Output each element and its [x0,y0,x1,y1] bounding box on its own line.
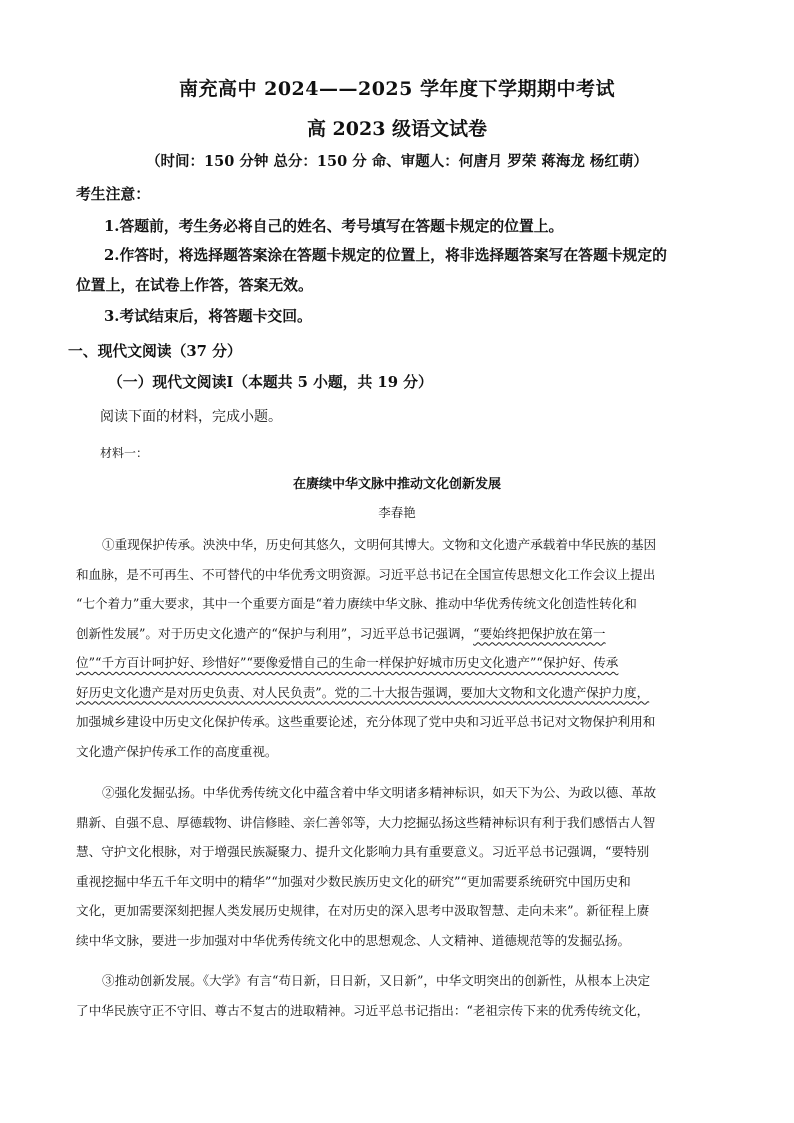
paragraph-2 [76,778,716,955]
notice-item-2-line-2: 位置上，在试卷上作答，答案无效。 [76,277,313,294]
paragraph-line: 加强城乡建设中历史文化保护传承。这些重要论述，充分体现了党中央和习近平总书记对文物保护利用和 [76,714,656,729]
material-label: 材料一： [100,446,149,460]
paragraph-1 [76,530,716,766]
notice-heading: 考生注意： [76,186,150,203]
paragraph-line-text: 创新性发展”。对于历史文化遗产的“保护与利用”，习近平总书记强调， [76,625,474,641]
paragraph-line: 文化，更加需要深刻把握人类发展历史规律，在对历史的深入思考中汲取智慧、走向未来”。新征程上赓 [76,903,650,918]
notice-item-2-line-1: 2.作答时，将选择题答案涂在答题卡规定的位置上，将非选择题答案写在答题卡规定的 [104,247,667,264]
paragraph-line [76,678,716,708]
paragraph-line: 续中华文脉，要进一步加强对中华优秀传统文化中的思想观念、人文精神、道德规范等的发掘弘扬。 [76,932,631,948]
article-title: 在赓续中华文脉中推动文化创新发展 [292,477,501,492]
notice-item-1: 1.答题前，考生务必将自己的姓名、考号填写在答题卡规定的位置上。 [104,218,564,235]
paragraph-line: 文化遗产保护传承工作的高度重视。 [76,743,278,759]
paragraph-line: 了中华民族守正不守旧、尊古不复古的进取精神。习近平总书记指出：“老祖宗传下来的优秀传统文化， [76,1002,650,1018]
paragraph-line: 重视挖掘中华五千年文明中的精华”“加强对少数民族历史文化的研究”“更加需要系统研究中国历史和 [76,873,631,889]
section-heading: 一、现代文阅读（37 分） [68,343,242,360]
reading-instruction: 阅读下面的材料，完成小题。 [100,409,282,425]
wavy-underlined-quote: “要始终把保护放在第一 [473,625,606,641]
section-sub-heading: （一）现代文阅读Ⅰ（本题共 5 小题，共 19 分） [108,374,433,391]
paragraph-line: ②强化发掘弘扬。中华优秀传统文化中蕴含着中华文明诸多精神标识，如天下为公、为政以德、革故 [102,785,657,800]
notice-item-3: 3.考试结束后，将答题卡交回。 [104,308,312,325]
paragraph-line: 慧、守护文化根脉，对于增强民族凝聚力、提升文化影响力具有重要意义。习近平总书记强调，“要特别 [76,844,650,859]
exam-meta: （时间：150 分钟 总分：150 分 命、审题人：何唐月 罗荣 蒋海龙 杨红萌） [146,153,648,170]
paragraph-line [76,619,716,649]
paragraph-line-text: 好历史文化遗产是对历史负责、对人民负责”。党的二十大报告强调，要加大文物和文化遗产保护力度， [76,684,650,700]
paragraph-line: 位”“千方百计呵护好、珍惜好”“要像爱惜自己的生命一样保护好城市历史文化遗产”“保护好、传承 [76,655,619,670]
paragraph-line: ①重现保护传承。泱泱中华，历史何其悠久，文明何其博大。文物和文化遗产承载着中华民族的基因 [102,537,657,552]
paragraph-line: “七个着力”重大要求，其中一个重要方面是“着力赓续中华文脉、推动中华优秀传统文化创造性转化和 [76,596,637,611]
paragraph-3 [76,966,716,1025]
paragraph-line: 鼎新、自强不息、厚德载物、讲信修睦、亲仁善邻等，大力挖掘弘扬这些精神标识有利于我们感悟古人智 [76,814,656,830]
exam-title: 南充高中 2024——2025 学年度下学期期中考试 [179,78,615,100]
exam-subtitle: 高 2023 级语文试卷 [306,118,488,140]
article-author: 李春艳 [378,505,416,520]
paragraph-line: ③推动创新发展。《大学》有言“苟日新，日日新，又日新”，中华文明突出的创新性，从根本上决定 [102,973,651,988]
paragraph-line: 和血脉，是不可再生、不可替代的中华优秀文明资源。习近平总书记在全国宣传思想文化工作会议上提出 [76,566,656,582]
